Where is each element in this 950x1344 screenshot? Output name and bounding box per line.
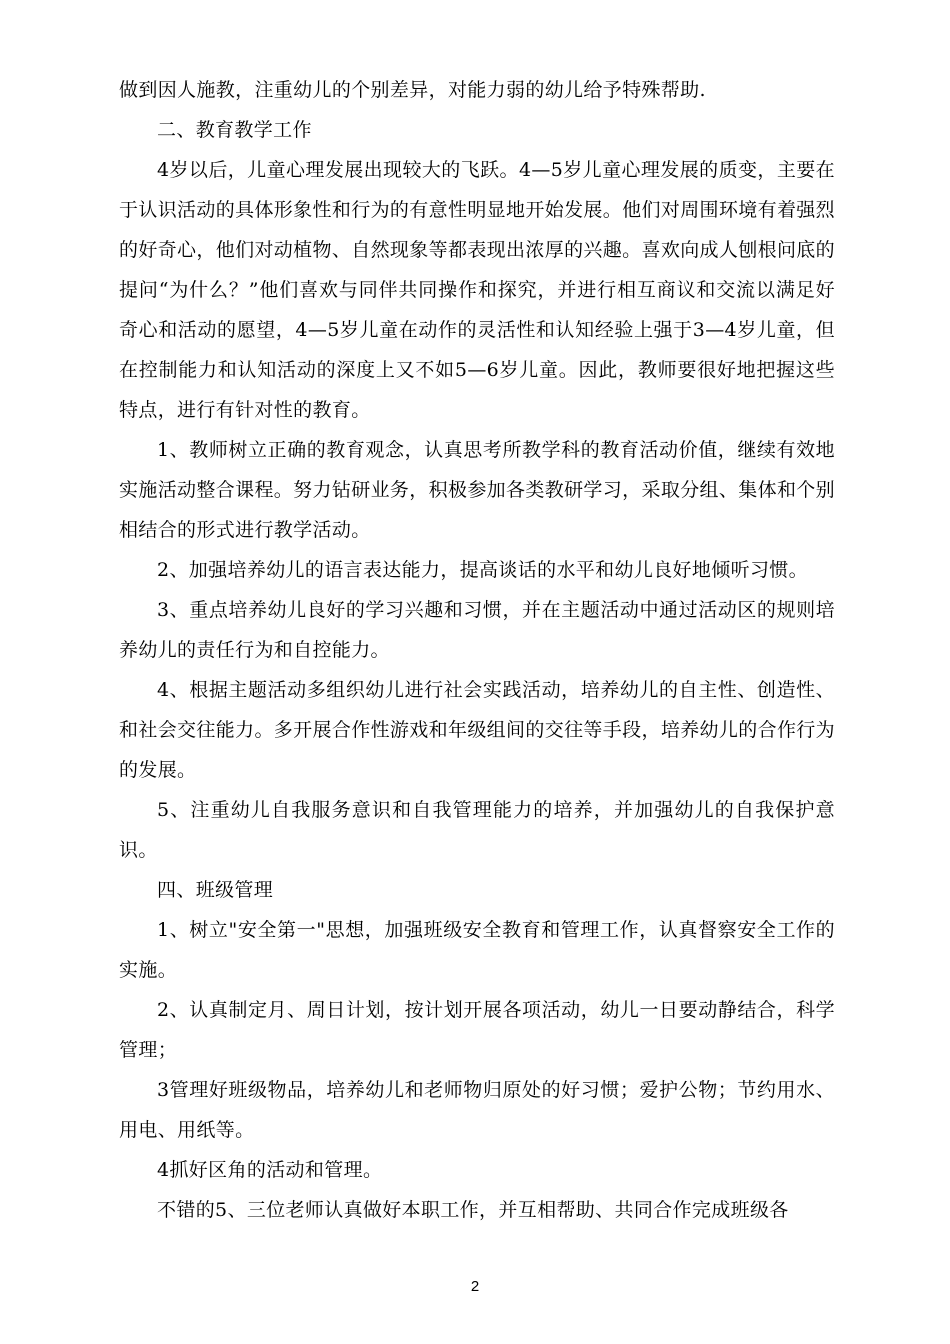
list-item-management-3: 3管理好班级物品，培养幼儿和老师物归原处的好习惯；爱护公物；节约用水、用电、用纸等。 xyxy=(119,1079,835,1141)
section-heading-class-management: 四、班级管理 xyxy=(157,879,274,901)
list-item-teaching-4: 4、根据主题活动多组织幼儿进行社会实践活动，培养幼儿的自主性、创造性、和社会交往能力。多开展合作性游戏和年级组间的交往等手段，培养幼儿的合作行为的发展。 xyxy=(119,679,835,781)
list-item-teaching-2: 2、加强培养幼儿的语言表达能力，提高谈话的水平和幼儿良好地倾听习惯。 xyxy=(157,559,808,581)
section-heading-teaching: 二、教育教学工作 xyxy=(157,119,312,141)
list-item-teaching-1: 1、教师树立正确的教育观念，认真思考所教学科的教育活动价值，继续有效地实施活动整合课程。努力钻研业务，积极参加各类教研学习，采取分组、集体和个别相结合的形式进行教学活动。 xyxy=(119,439,835,541)
paragraph-continuation: 做到因人施教，注重幼儿的个别差异，对能力弱的幼儿给予特殊帮助. xyxy=(119,79,706,101)
document-body xyxy=(119,70,835,1230)
list-item-management-4: 4抓好区角的活动和管理。 xyxy=(157,1159,383,1181)
list-item-teaching-5: 5、注重幼儿自我服务意识和自我管理能力的培养，并加强幼儿的自我保护意识。 xyxy=(119,799,835,861)
page-number: 2 xyxy=(470,1278,480,1295)
list-item-management-5: 不错的5、三位老师认真做好本职工作，并互相帮助、共同合作完成班级各 xyxy=(157,1199,789,1221)
list-item-management-1: 1、树立"安全第一"思想，加强班级安全教育和管理工作，认真督察安全工作的实施。 xyxy=(119,919,835,981)
list-item-teaching-3: 3、重点培养幼儿良好的学习兴趣和习惯，并在主题活动中通过活动区的规则培养幼儿的责任行为和自控能力。 xyxy=(119,599,835,661)
list-item-management-2: 2、认真制定月、周日计划，按计划开展各项活动，幼儿一日要动静结合，科学管理； xyxy=(119,999,835,1061)
paragraph-child-development: 4岁以后，儿童心理发展出现较大的飞跃。4—5岁儿童心理发展的质变，主要在于认识活动的具体形象性和行为的有意性明显地开始发展。他们对周围环境有着强烈的好奇心，他们对动植物、自然现象等都表现出浓厚的兴趣。喜欢向成人刨根问底的提问“为什么？”他们喜欢与同伴共同操作和探究，并进行相互商议和交流以满足好奇心和活动的愿望，4—5岁儿童在动作的灵活性和认知经验上强于3—4岁儿童，但在控制能力和认知活动的深度上又不如5—6岁儿童。因此，教师要很好地把握这些特点，进行有针对性的教育。 xyxy=(119,159,835,421)
